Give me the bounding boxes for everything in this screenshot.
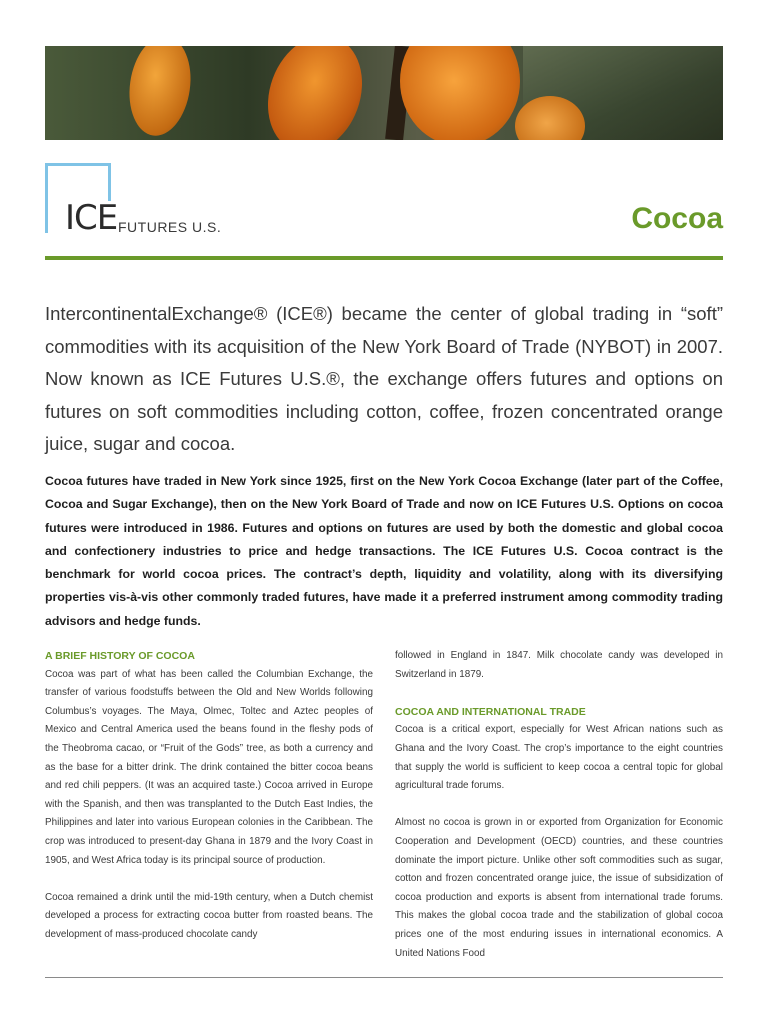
cocoa-pod xyxy=(400,46,520,140)
section-heading-history: A BRIEF HISTORY OF COCOA xyxy=(45,650,195,662)
intro-paragraph: IntercontinentalExchange® (ICE®) became the center of global trading in “soft” commodities with its acquisition of the New York Board of Trade (NYBOT) in 2007. Now known as ICE Futures U.S.®, the exchange offers futures and options on futures on soft commodities including cotton, coffee, frozen concentrated orange juice, sugar and cocoa. xyxy=(45,303,723,454)
trade-paragraph-1: Cocoa is a critical export, especially for West African nations such as Ghana and the Ivory Coast. The crop’s importance to the eight countries that supply the world is sufficient to keep cocoa a central topic for global agricultural trade forums. xyxy=(395,724,723,792)
header-photo-cocoa-pods xyxy=(45,46,723,140)
logo-brand: ICE xyxy=(65,198,118,238)
cocoa-pod xyxy=(252,46,378,140)
history-paragraph-1: Cocoa was part of what has been called the Columbian Exchange, the transfer of various foodstuffs between the Old and New Worlds following Columbus’s voyages. The Maya, Olmec, Toltec and Aztec peoples of Mexico and Central America used the beans found in the fleshy pods of the Theobroma cacao, or “Fruit of the Gods” tree, as both a currency and as the base for a bitter drink. The drink contained the bitter cocoa beans and red chili peppers. (It was an acquired taste.) Cocoa arrived in Europe with the Spanish, and then was transplanted to the Dutch East Indies, the Philippines and later into various European colonies in the Caribbean. The crop was introduced to present-day Ghana in 1879 and the Ivory Coast in 1905, and West Africa today is its principal source of production. xyxy=(45,668,373,866)
trade-paragraph-2: Almost no cocoa is grown in or exported from Organization for Economic Cooperation and Development (OECD) countries, and these countries dominate the import picture. Unlike other soft commodities such as sugar, cotton and frozen concentrated orange juice, the issue of subsidization of cocoa production and exports is absent from international trade forums. This makes the global cocoa trade and the stabilization of global cocoa prices one of the most enduring issues in international economics. A United Nations Food xyxy=(395,817,723,959)
title-divider xyxy=(45,256,723,260)
footer-divider xyxy=(45,977,723,978)
section-heading-trade: COCOA AND INTERNATIONAL TRADE xyxy=(395,705,586,718)
left-column xyxy=(45,647,373,963)
logo-subbrand: FUTURES U.S. xyxy=(118,219,222,235)
history-paragraph-2: Cocoa remained a drink until the mid-19th century, when a Dutch chemist developed a process for extracting cocoa butter from roasted beans. The development of mass-produced chocolate candy xyxy=(45,891,373,940)
right-column xyxy=(395,647,723,982)
page-title: Cocoa xyxy=(631,202,723,235)
ice-futures-logo xyxy=(45,163,245,243)
lead-paragraph: Cocoa futures have traded in New York since 1925, first on the New York Cocoa Exchange (later part of the Coffee, Cocoa and Sugar Exchange), then on the New York Board of Trade and now on ICE Futures U.S. Options on cocoa futures were introduced in 1986. Futures and options on futures are used by both the domestic and global cocoa and confectionery industries to price and hedge transactions. The ICE Futures U.S. Cocoa contract is the benchmark for world cocoa prices. The contract’s depth, liquidity and volatility, along with its diversifying properties vis-à-vis other commonly traded futures, have made it a preferred instrument among commodity trading advisors and hedge funds. xyxy=(45,474,723,628)
history-paragraph-2-continued: followed in England in 1847. Milk chocolate candy was developed in Switzerland in 1879. xyxy=(395,650,723,680)
cocoa-pod xyxy=(123,46,196,140)
